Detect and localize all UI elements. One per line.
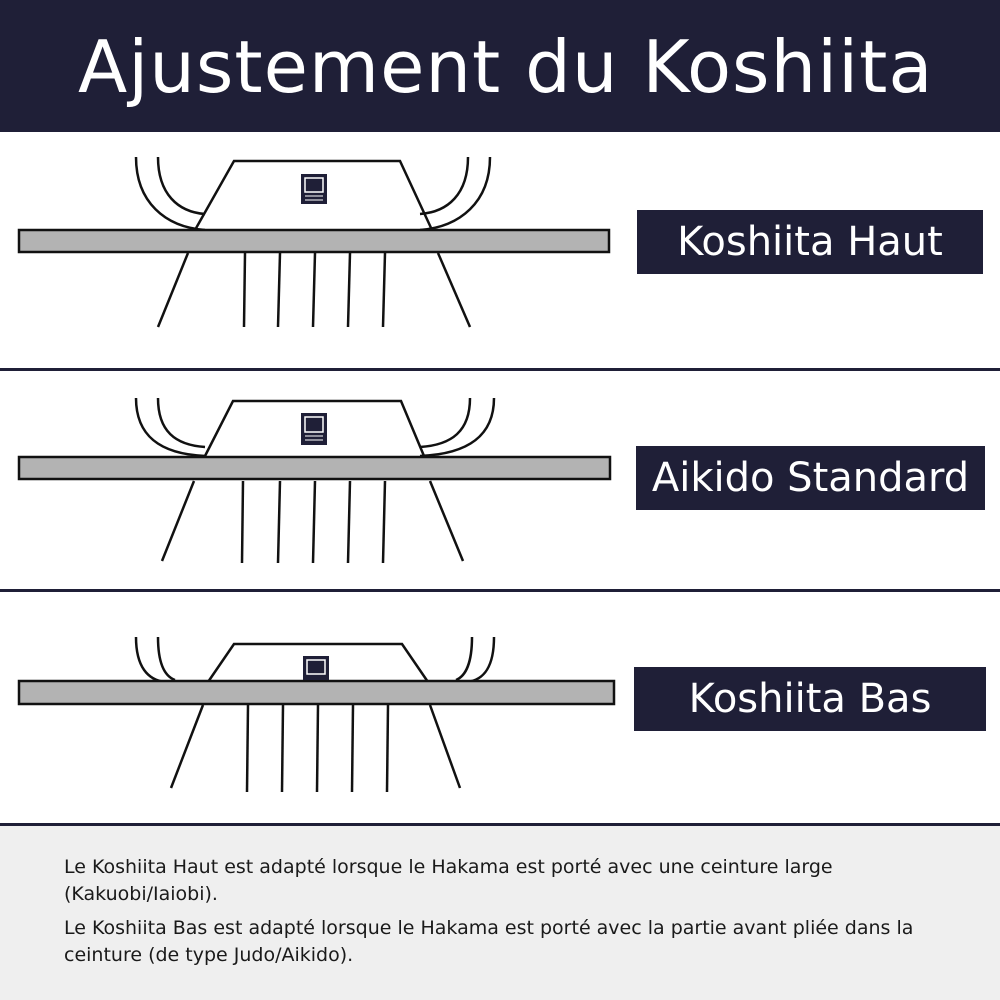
koshiita-standard-diagram [0,371,620,589]
section-aikido-standard [0,371,1000,589]
label-koshiita-bas: Koshiita Bas [634,667,986,731]
note-koshiita-bas: Le Koshiita Bas est adapté lorsque le Hakama est porté avec la partie avant pliée dans la ceinture (de type Judo/Aikido). [64,917,914,966]
title-banner [0,0,1000,132]
footer-notes [0,826,1000,1000]
koshiita-low-diagram [0,592,620,823]
label-koshiita-haut: Koshiita Haut [637,210,983,274]
page-title: Ajustement du Koshiita [78,25,934,109]
dojo-logo-icon [301,174,327,204]
section-koshiita-bas [0,592,1000,823]
koshiita-high-diagram [0,132,620,368]
label-aikido-standard: Aikido Standard [636,446,985,510]
section-koshiita-haut [0,132,1000,368]
note-koshiita-haut: Le Koshiita Haut est adapté lorsque le Hakama est porté avec une ceinture large (Kakuobi/Iaiobi). [64,856,833,905]
dojo-logo-icon [303,656,329,680]
dojo-logo-icon [301,413,327,445]
